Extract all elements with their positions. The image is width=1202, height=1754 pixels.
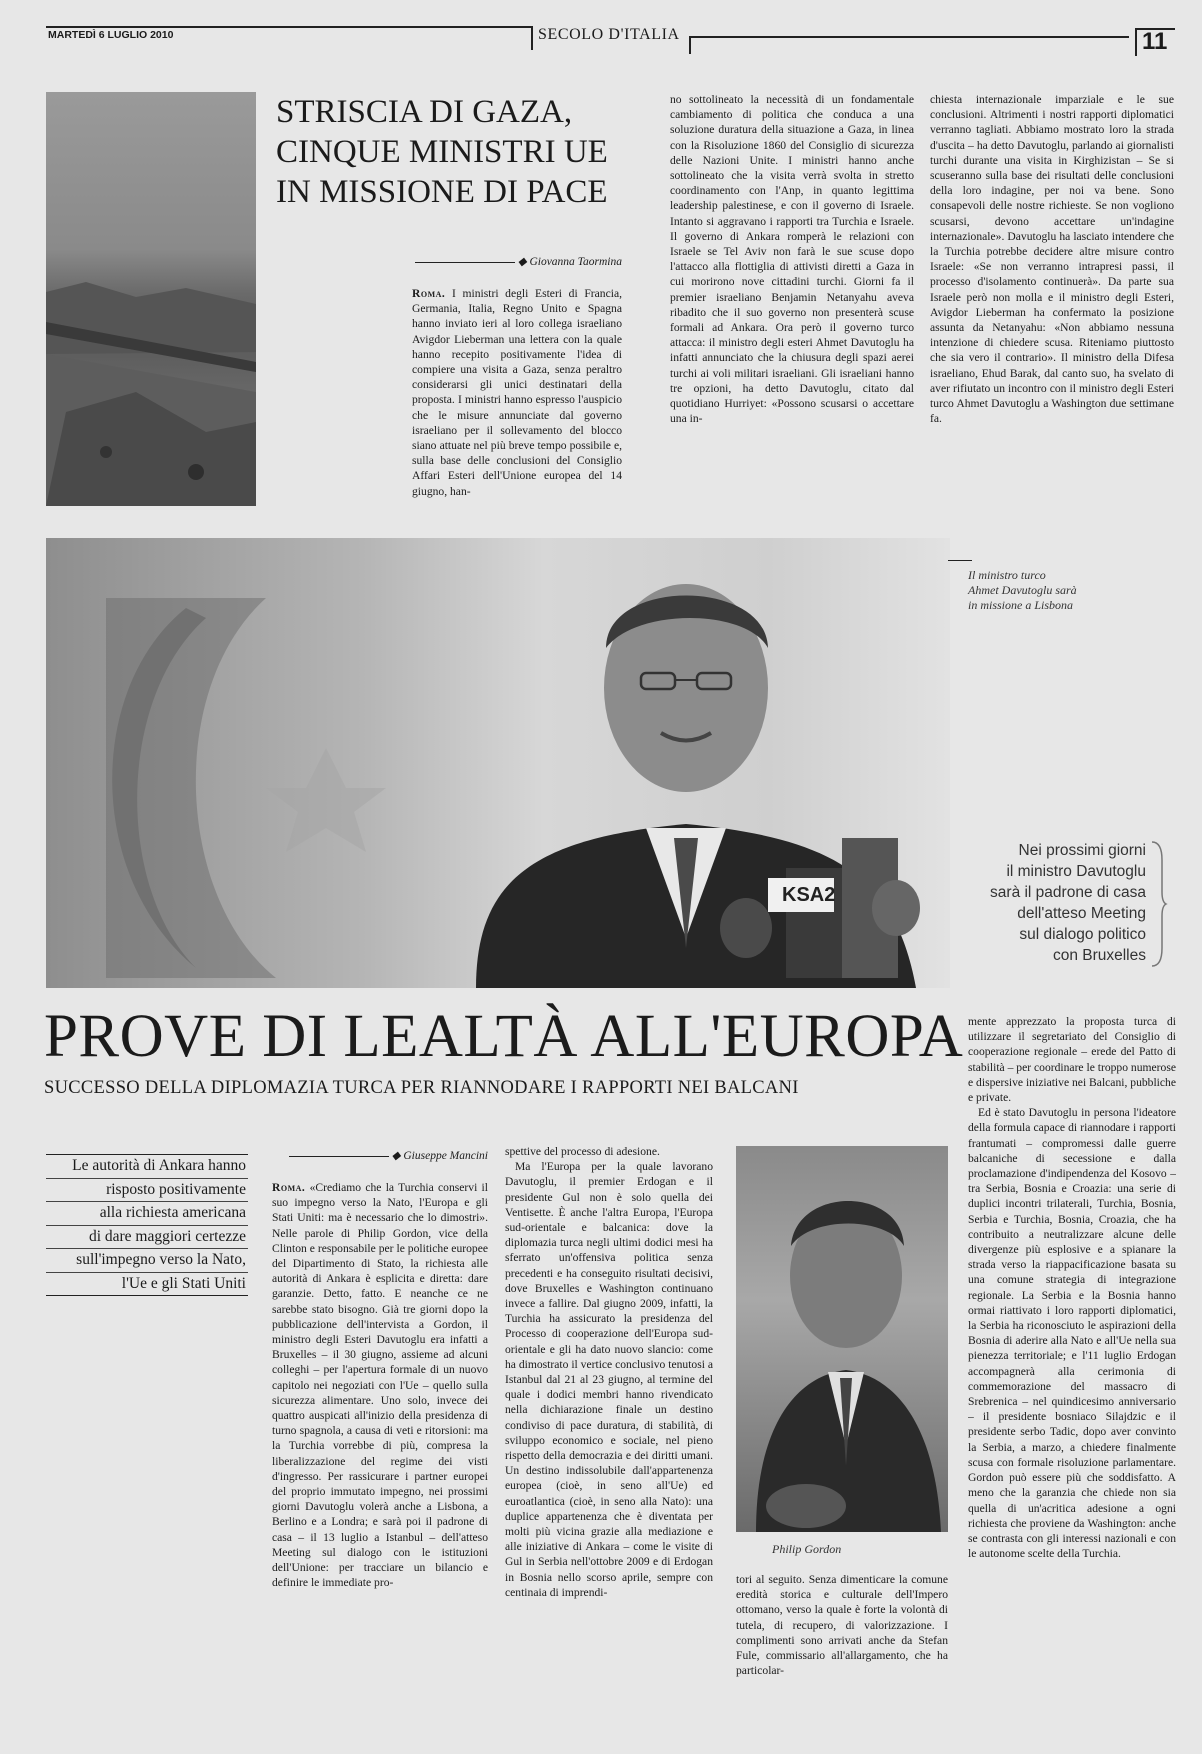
- caption-rule: [948, 560, 972, 561]
- gaza-headline-line-2: CINQUE MINISTRI UE: [276, 134, 608, 170]
- europa-column-2-para-1: spettive del processo di adesione.: [505, 1145, 660, 1158]
- gordon-photo-illustration: [736, 1146, 948, 1532]
- davutoglu-caption: [968, 568, 1077, 613]
- pullquote-line-6: con Bruxelles: [1052, 947, 1146, 964]
- europa-sidebar: [46, 1154, 248, 1296]
- pullquote-bracket-icon: [1150, 840, 1168, 968]
- byline-rule-2: [289, 1156, 389, 1157]
- europa-column-4-para-1: mente apprezzato la proposta turca di utilizzare il segretariato del Consiglio di cooperazione regionale – erede del Patto di stabilità – per coordinare le troppo numerose e dispersive iniziative nei Balcani, pubbliche e private.: [968, 1015, 1176, 1105]
- gaza-column-1-text: I ministri degli Esteri di Francia, Germania, Italia, Regno Unito e Spagna hanno inviato ieri al loro collega israeliano Avigdor Lieberman una lettera con la quale hanno recepito positivamente l'idea di compiere una visita a Gaza, senza peraltro considerarsi gli unici destinatari della proposta. I ministri hanno espresso l'auspicio che le misure annunciate dal governo israeliano per il sollevamento del blocco siano attuate nel più breve tempo possibile e, sulla base delle conclusioni del Consiglio Affari Esteri dell'Unione europea del 14 giugno, han-: [412, 287, 622, 498]
- europa-column-3-text: tori al seguito. Senza dimenticare la comune eredità storica e culturale dell'Impero ottomano, verso la quale è forte la volontà di tutela, di recupero, di valorizzazione. I complimenti sono arrivati anche da Stefan Fule, commissario all'allargamento, che ha particolar-: [736, 1573, 948, 1678]
- davutoglu-caption-line-1: Il ministro turco: [968, 568, 1046, 582]
- pullquote-line-4: dell'atteso Meeting: [1017, 905, 1146, 922]
- sidebar-line-2: risposto positivamente: [46, 1179, 248, 1203]
- davutoglu-caption-line-2: Ahmet Davutoglu sarà: [968, 583, 1077, 597]
- gaza-column-2: [670, 92, 914, 498]
- europa-column-1: [272, 1180, 488, 1734]
- gaza-headline-line-3: IN MISSIONE DI PACE: [276, 174, 608, 210]
- gaza-photo: [46, 92, 256, 506]
- sidebar-line-1: Le autorità di Ankara hanno: [46, 1154, 248, 1179]
- europa-dateline: Roma.: [272, 1181, 306, 1194]
- davutoglu-caption-line-3: in missione a Lisbona: [968, 598, 1074, 612]
- page-number: 11: [1142, 28, 1168, 55]
- header-rule-right: [689, 36, 1129, 38]
- europa-subheadline: SUCCESSO DELLA DIPLOMAZIA TURCA PER RIANNODARE I RAPPORTI NEI BALCANI: [44, 1078, 799, 1098]
- davutoglu-photo-illustration: [46, 538, 950, 988]
- header-rule-vertical-2: [689, 36, 691, 54]
- gaza-column-3: [930, 92, 1174, 498]
- sidebar-line-4: di dare maggiori certezze: [46, 1226, 248, 1250]
- pullquote-line-1: Nei prossimi giorni: [1018, 842, 1146, 859]
- europa-column-4-para-2: Ed è stato Davutoglu in persona l'ideatore della formula capace di riannodare i rapporti frantumati – compromessi dalle guerre balcaniche di secessione e dalla proclamazione d'indipendenza del Kosovo – tra Serbia, Bosnia e Croazia: una serie di duplici incontri trilaterali, Turchia, Bosnia, Serbia e Turchia, Bosnia, Croazia, che ha contribuito a neutralizzare alcune delle divergenze più esplosive e a spianare la strada verso la riappacificazione basata su una comune strategia di integrazione regionale. La Serbia e la Bosnia hanno ormai riattivato i loro rapporti diplomatici, la Serbia ha riconosciuto le aspirazioni della Bosnia di aderire alla Nato e all'Ue nella sua pienezza territoriale; e l'11 luglio Erdogan accompagnerà alla cerimonia di commemorazione del massacro di Srebrenica – nel quindicesimo anniversario – il presidente bosniaco Silajdzic e il presidente serbo Tadic, dopo aver convinto la Serbia, a marzo, a chiedere finalmente scusa con formale risoluzione parlamentare. Gordon può essere più che soddisfatto. A meno che la garanzia che chiede non sia quella di un'acritica adesione a ogni richiesta che proviene da Washington: anche se contrasta con gli interessi nazionali e con le autonome scelte della Turchia.: [968, 1106, 1176, 1561]
- davutoglu-photo: [46, 538, 950, 988]
- pullquote-line-5: sul dialogo politico: [1019, 926, 1146, 943]
- gaza-column-2-text: no sottolineato la necessità di un fondamentale cambiamento di politica che conduca a una soluzione duratura della situazione a Gaza, in linea con la Risoluzione 1860 del Consiglio di sicurezza delle Nazioni Unite. I ministri hanno anche sottolineato che la visita verrà svolta in stretto coordinamento con l'Anp, in quanto legittima leadership palestinese, e con il governo di Israele. Intanto si aggravano i rapporti tra Turchia e Israele. Il governo di Ankara romperà le relazioni con Israele se Tel Aviv non farà le sue scuse dopo l'attacco alla flottiglia di attivisti diretti a Gaza in cui morirono nove cittadini turchi. Giorni fa il premier israeliano Benjamin Netanyahu aveva ribadito che il suo governo non presenterà scuse formali ad Ankara. Ora però il governo turco attacca: il ministro degli esteri Ahmet Davutoglu ha infatti annunciato che la chiusura degli spazi aerei turchi ai voli militari israeliani. Gli israeliani hanno tre opzioni, ha detto Davutoglu, citato dal quotidiano Hurriyet: «Possono scusarsi o accettare una in-: [670, 93, 914, 426]
- davutoglu-pullquote: [950, 840, 1146, 966]
- europa-column-2-para-2: Ma l'Europa per la quale lavorano Davutoglu, il premier Erdogan e il presidente Gul non è solo quella dei Ventisette. È anche l'altra Europa, l'Europa sud-orientale e balcanica: dove la diplomazia turca negli ultimi dodici mesi ha sferrato un'offensiva politica senza precedenti e ha conseguito risultati decisivi, dove Bruxelles e Washington continuano invece a fallire. Dal giugno 2009, infatti, la Turchia ha assicurato la presidenza del Processo di cooperazione dell'Europa sud-orientale e gli ha dato nuovo slancio: come ha dimostrato il vertice conclusivo tenutosi a Istanbul dal 21 al 23 giugno, al termine del quale i dodici membri hanno rivendicato nella dichiarazione finale un destino condiviso di pace duratura, di stabilità, di sviluppo economico e sociale, nel pieno rispetto della democrazia e dei diritti umani. Un destino indissolubile dall'appartenenza europea (cioè, in seno all'Ue) ed euroatlantica (cioè, in seno alla Nato): una duplice appartenenza che è diventata per molti più vicina grazie alla mediazione e alle iniziative di Ankara – come le visite di Gul in Serbia nell'ottobre 2009 e di Erdogan in Bosnia nello scorso aprile, sempre con centinaia di imprendi-: [505, 1160, 713, 1599]
- sidebar-line-6: l'Ue e gli Stati Uniti: [46, 1273, 248, 1297]
- gordon-photo: [736, 1146, 948, 1532]
- gordon-caption: Philip Gordon: [772, 1542, 842, 1556]
- gaza-column-3-text: chiesta internazionale imparziale e le sue conclusioni. Altrimenti i nostri rapporti diplomatici verranno tagliati. Abbiamo mostrato loro la strada d'uscita – ha detto Davutoglu, parlando ai giornalisti turchi durante una visita in Kirghizistan – Se si scuseranno sulla base dei risultati delle conclusioni della loro indagine, per noi va bene. Sono consapevoli delle nostre richieste. Se non vogliono scusarsi, devono accettare un'indagine internazionale». Davutoglu ha lasciato intendere che la Turchia potrebbe decidere altre misure contro Israele: «Se non verranno intrapresi passi, il processo d'isolamento continuerà». Da parte sua Israele però non molla e il ministro degli Esteri, Avigdor Lieberman ha confermato la posizione assunta da Netanyahu: «Non abbiamo nessuna intenzione di chiedere scusa. Riteniamo piuttosto che sia vero il contrario». Il ministro della Difesa israeliano, Ehud Barak, dal canto suo, ha svelato di aver rifiutato un incontro con il ministro degli Esteri turco Ahmet Davutoglu a Washington due settimane fa.: [930, 93, 1174, 426]
- gaza-headline-line-1: STRISCIA DI GAZA,: [276, 94, 573, 130]
- gaza-dateline: Roma.: [412, 287, 446, 300]
- sidebar-line-5: sull'impegno verso la Nato,: [46, 1249, 248, 1273]
- byline-rule: [415, 262, 515, 263]
- europa-byline: ◆ Giuseppe Mancini: [272, 1148, 488, 1162]
- gaza-column-1: [412, 286, 622, 498]
- header-rule-vertical-1: [531, 26, 533, 50]
- gaza-headline: [276, 92, 656, 212]
- page-number-box: [1135, 28, 1175, 56]
- europa-column-1-text: «Crediamo che la Turchia conservi il suo impegno verso la Nato, l'Europa e gli Stati Uniti: ma è necessario che lo dimostri». Nelle parole di Philip Gordon, vice della Clinton e responsabile per le politiche europee del Dipartimento di Stato, la richiesta alle autorità di Ankara è esplicita e diretta: dare garanzie. Detto, fatto. E neanche ce ne sarebbe stato bisogno. Già tre giorni dopo la pubblicazione dell'intervista a Gordon, il ministro degli Esteri Davutoglu era infatti a Bruxelles – il 30 giugno, assieme ad alcuni colleghi – per l'apertura formale di un nuovo capitolo nei negoziati con l'Ue – quello sulla sicurezza alimentare. Uno solo, invece dei quattro auspicati all'inizio della presidenza di turno spagnola, a causa di veti e ritorsioni: ma la Turchia vorrebbe di più, compresa la liberalizzazione del regime dei visti d'ingresso. Per rassicurare i partner europei del proprio immutato impegno, nei prossimi giorni Davutoglu volerà anche a Lisbona, a Berlino e a Londra; e sarà poi il padrone di casa – il 13 luglio a Istanbul – dell'atteso Meeting sul dialogo con le istituzioni dell'Unione: per tracciare un bilancio e definire le immediate pro-: [272, 1181, 488, 1590]
- gaza-byline: ◆ Giovanna Taormina: [400, 254, 622, 268]
- europa-column-3-bottom: [736, 1572, 948, 1734]
- europa-headline: PROVE DI LEALTÀ ALL'EUROPA: [44, 1003, 964, 1070]
- pullquote-line-3: sarà il padrone di casa: [990, 884, 1146, 901]
- europa-byline-author: Giuseppe Mancini: [403, 1150, 488, 1162]
- header-rule-left: [46, 26, 531, 28]
- mic-label: KSA2: [782, 884, 836, 906]
- pullquote-line-2: il ministro Davutoglu: [1006, 863, 1146, 880]
- gaza-byline-author: Giovanna Taormina: [529, 256, 622, 268]
- gaza-landscape-illustration: [46, 92, 256, 506]
- header-paper-name: SECOLO D'ITALIA: [538, 26, 680, 43]
- europa-column-4: [968, 1014, 1176, 1734]
- europa-column-2: [505, 1144, 713, 1734]
- header-date: MARTEDÌ 6 LUGLIO 2010: [48, 29, 174, 41]
- masthead-bar: [46, 20, 1176, 54]
- sidebar-line-3: alla richiesta americana: [46, 1202, 248, 1226]
